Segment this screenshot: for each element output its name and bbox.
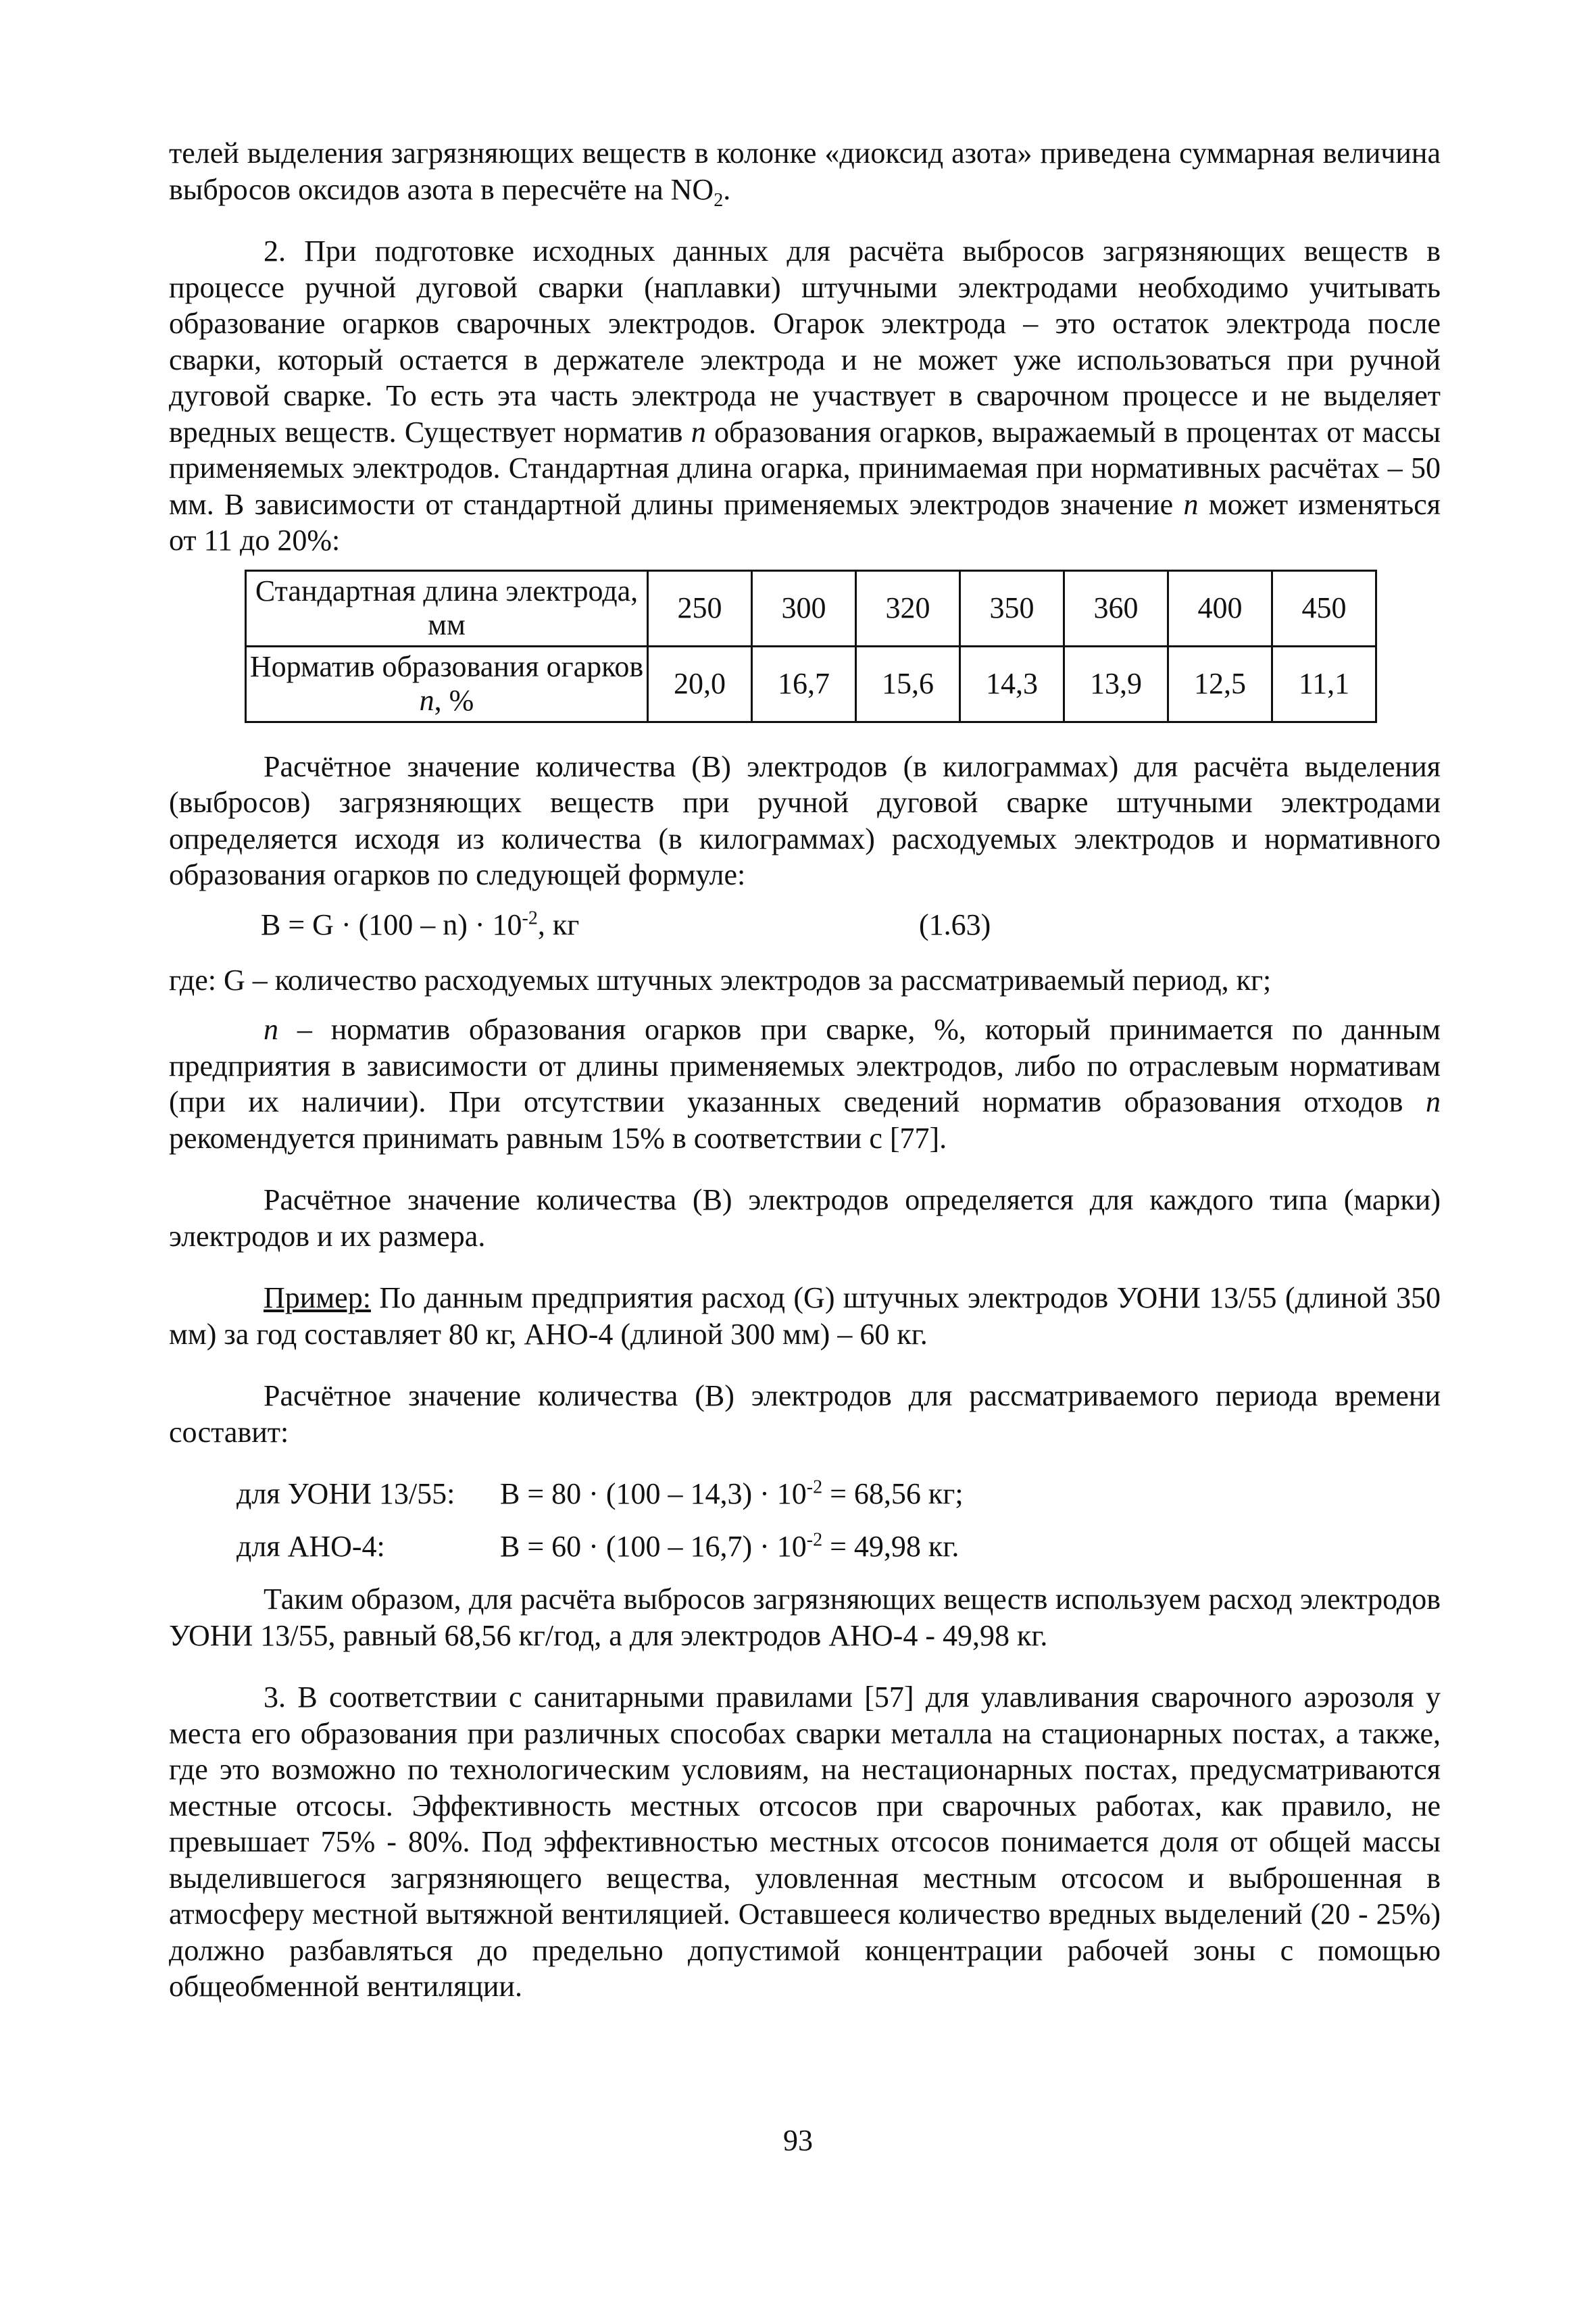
page-body [169, 135, 1441, 2005]
table-cell: 14,3 [960, 646, 1064, 722]
table-cell: 250 [648, 570, 752, 646]
where-n-text: n – норматив образования огарков при сварке, %, который принимается по данным предприятия в зависимости от длины применяемых электродов, либо по отраслевым нормативам (при их наличии). При отсутствии указанных сведений норматив образования отходов n рекомендуется принимать равным 15% в соответствии с [77]. [169, 1013, 1441, 1155]
formula-1-63 [169, 907, 1441, 949]
conclusion-paragraph: Таким образом, для расчёта выбросов загрязняющих веществ используем расход электродов УОНИ 13/55, равный 68,56 кг/год, а для электродов АНО-4 - 49,98 кг. [169, 1583, 1441, 1652]
table-cell: 12,5 [1168, 646, 1272, 722]
table-cell: 350 [960, 570, 1064, 646]
table-cell: 13,9 [1064, 646, 1168, 722]
norm-header-text: Норматив образования огарков n, % [249, 650, 644, 717]
table-cell: 400 [1168, 570, 1272, 646]
example-paragraph: Пример: По данным предприятия расход (G) штучных электродов УОНИ 13/55 (длиной 350 мм) за год составляет 80 кг, АНО-4 (длиной 300 мм) – 60 кг. [169, 1281, 1441, 1351]
table-cell: 450 [1272, 570, 1376, 646]
table-cell: 15,6 [856, 646, 960, 722]
section-2-paragraph: 2. При подготовке исходных данных для расчёта выбросов загрязняющих веществ в процессе ручной дуговой сварки (наплавки) штучными электродами необходимо учитывать образование огарков сварочных электродов. Огарок электрода – это остаток электрода после сварки, который остается в держателе электрода и не может уже использоваться при ручной дуговой сварке. То есть эта часть электрода не участвует в сварочном процессе и не выделяет вредных веществ. Существует норматив n образования огарков, выражаемый в процентах от массы применяемых электродов. Стандартная длина огарка, принимаемая при нормативных расчётах – 50 мм. В зависимости от стандартной длины применяемых электродов значение n может изменяться от 11 до 20%: [169, 234, 1441, 557]
calc-expression: $В = 80 \cdot (100 - 14,3) \cdot 10^{-2} = 68,56$ кг; [500, 1476, 964, 1510]
table-cell: 20,0 [648, 646, 752, 722]
calc-label: для УОНИ 13/55: [236, 1477, 455, 1510]
example-calc-intro: Расчётное значение количества (В) электродов для рассматриваемого периода времени составит: [169, 1379, 1441, 1449]
intro-paragraph: телей выделения загрязняющих веществ в колонке «диоксид азота» приведена суммарная величина выбросов оксидов азота в пересчёте на $NO_2$. [169, 136, 1441, 211]
table-cell: 16,7 [752, 646, 856, 722]
table-cell: 300 [752, 570, 856, 646]
calc-label: для АНО-4: [236, 1530, 385, 1563]
calc-row-uoni [169, 1476, 1441, 1515]
formula-expression: $В = G \cdot (100 - n) \cdot 10^{-2}$, кг [261, 907, 580, 941]
calc-expression: $В = 60 \cdot (100 - 16,7) \cdot 10^{-2} = 49,98$ кг. [500, 1529, 959, 1563]
table-header-length: Стандартная длина электрода, мм [246, 570, 648, 646]
table-header-norm [246, 646, 648, 722]
example-label: Пример: [264, 1281, 371, 1314]
calc-intro-paragraph: Расчётное значение количества (В) электродов (в килограммах) для расчёта выделения (выбросов) загрязняющих веществ при ручной дуговой сварке штучными электродами определяется исходя из количества (в килограммах) расходуемых электродов и нормативного образования огарков по следующей формуле: [169, 749, 1441, 891]
page-number: 93 [783, 2124, 813, 2157]
table-cell: 320 [856, 570, 960, 646]
formula-number: (1.63) [919, 907, 991, 941]
where-g-line: где: G – количество расходуемых штучных электродов за рассматриваемый период, кг; [169, 963, 1272, 997]
section-3-paragraph: 3. В соответствии с санитарными правилами [57] для улавливания сварочного аэрозоля у места его образования при различных способах сварки металла на стационарных постах, а также, где это возможно по технологическим условиям, на нестационарных постах, предусматриваются местные отсосы. Эффективность местных отсосов при сварочных работах, как правило, не превышает 75% - 80%. Под эффективностью местных отсосов понимается доля от общей массы выделившегося загрязняющего вещества, уловленная местным отсосом и выброшенная в атмосферу местной вытяжной вентиляцией. Оставшееся количество вредных выделений (20 - 25%) должно разбавляться до предельно допустимой концентрации рабочей зоны с помощью общеобменной вентиляции. [169, 1681, 1441, 2003]
table-cell: 11,1 [1272, 646, 1376, 722]
table-cell: 360 [1064, 570, 1168, 646]
calc-row-ano [169, 1528, 1441, 1568]
where-n-paragraph [169, 1012, 1441, 1156]
table-row-lengths [246, 570, 1376, 646]
table-row-norms [246, 646, 1376, 722]
per-type-paragraph: Расчётное значение количества (В) электродов определяется для каждого типа (марки) электродов и их размера. [169, 1183, 1441, 1253]
norm-table [245, 570, 1377, 723]
